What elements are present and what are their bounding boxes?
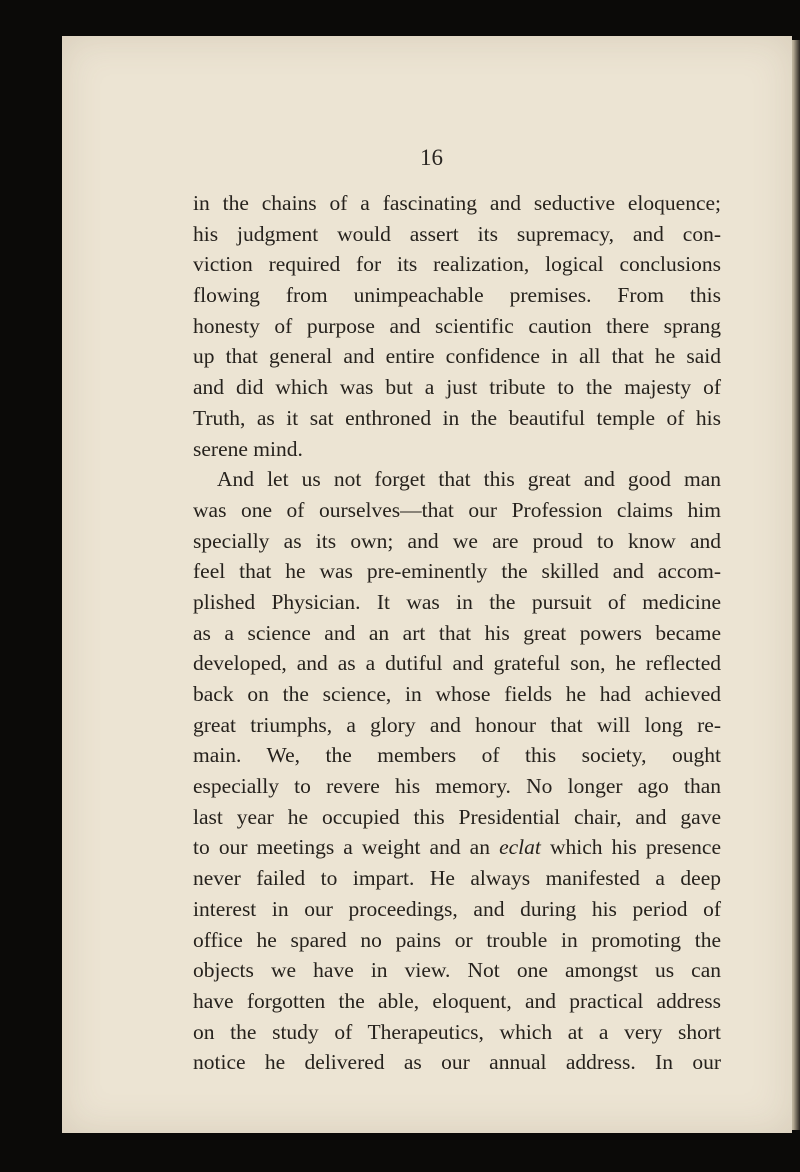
page-number: 16 (420, 145, 443, 170)
text-line: and did which was but a just tribute to the majesty of (193, 375, 721, 400)
paragraph-start-line: And let us not forget that this great and good man (217, 467, 721, 492)
text-line: main. We, the members of this society, ought (193, 743, 721, 768)
italic-word: eclat (499, 835, 541, 860)
body-text (193, 188, 721, 1078)
text-line: on the study of Therapeutics, which at a very short (193, 1019, 721, 1044)
text-line: developed, and as a dutiful and grateful son, he reflected (193, 651, 721, 676)
text-line: have forgotten the able, eloquent, and practical address (193, 988, 721, 1013)
text-line: his judgment would assert its supremacy, and con- (193, 221, 721, 246)
text-line: never failed to impart. He always manifested a deep (193, 866, 721, 891)
text-line: as a science and an art that his great powers became (193, 620, 721, 645)
text-line-with-italic (193, 832, 721, 863)
text-segment: which his presence (550, 835, 722, 860)
text-line: great triumphs, a glory and honour that will long re- (193, 712, 721, 737)
text-line: last year he occupied this Presidential chair, and gave (193, 804, 721, 829)
text-line: in the chains of a fascinating and seductive eloquence; (193, 191, 721, 215)
text-line: serene mind. (193, 436, 303, 461)
text-line: viction required for its realization, logical conclusions (193, 252, 721, 277)
text-line: interest in our proceedings, and during his period of (193, 896, 721, 921)
text-line: office he spared no pains or trouble in promoting the (193, 927, 721, 952)
text-segment: to our meetings a weight and an (193, 835, 490, 860)
text-line: specially as its own; and we are proud to know and (193, 528, 721, 553)
text-line: flowing from unimpeachable premises. From this (193, 283, 721, 308)
text-line: honesty of purpose and scientific caution there sprang (193, 313, 721, 338)
text-line: was one of ourselves—that our Profession claims him (193, 497, 721, 522)
text-line: objects we have in view. Not one amongst us can (193, 958, 721, 983)
text-line: feel that he was pre-eminently the skilled and accom- (193, 559, 721, 584)
text-line: up that general and entire confidence in all that he said (193, 344, 721, 369)
text-line: plished Physician. It was in the pursuit of medicine (193, 589, 721, 614)
text-line: Truth, as it sat enthroned in the beautiful temple of his (193, 405, 721, 430)
text-line: notice he delivered as our annual address. In our (193, 1050, 721, 1075)
text-line: back on the science, in whose fields he had achieved (193, 682, 721, 706)
text-line: especially to revere his memory. No longer ago than (193, 774, 721, 799)
